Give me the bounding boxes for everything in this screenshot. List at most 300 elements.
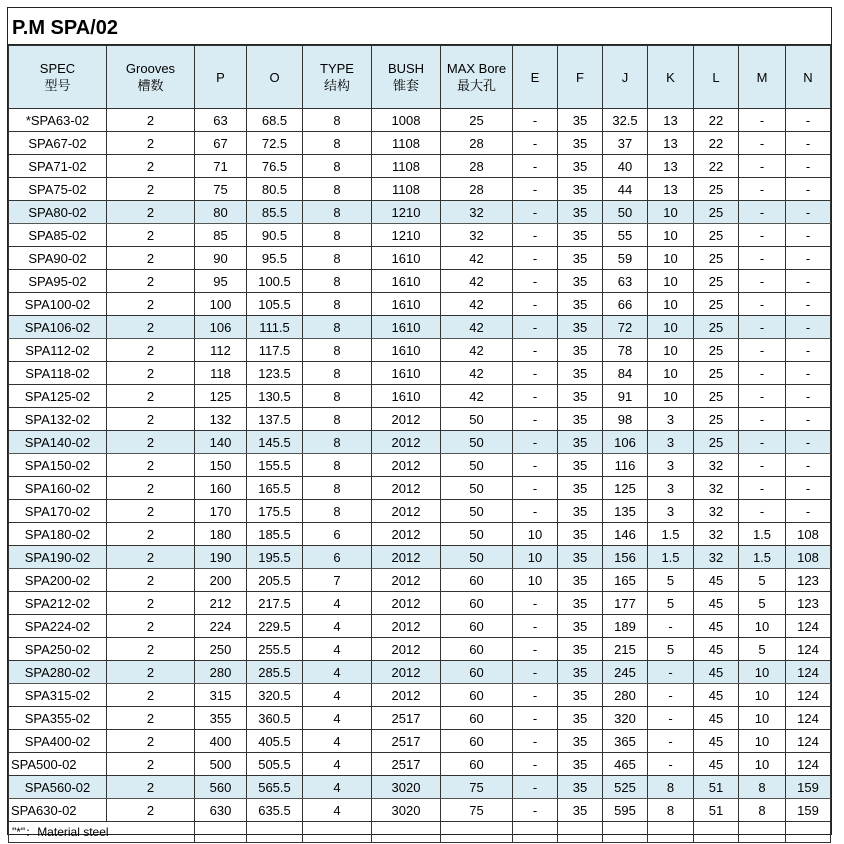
cell-e: 10	[513, 523, 558, 546]
cell-spec: SPA500-02	[9, 753, 107, 776]
cell-o: 405.5	[247, 730, 303, 753]
cell-n: 123	[786, 569, 831, 592]
cell-bush: 2012	[372, 684, 441, 707]
column-header-label: SPEC	[39, 61, 76, 76]
column-header-label: K	[666, 69, 675, 85]
cell-spec: SPA160-02	[9, 477, 107, 500]
cell-e: -	[513, 293, 558, 316]
cell-m: 1.5	[739, 546, 786, 569]
cell-m: 10	[739, 753, 786, 776]
cell-spec: SPA280-02	[9, 661, 107, 684]
cell-bush: 1610	[372, 385, 441, 408]
cell-spec: SPA170-02	[9, 500, 107, 523]
cell-m: -	[739, 201, 786, 224]
table-row	[9, 224, 831, 247]
cell-m: 8	[739, 799, 786, 822]
cell-f: 35	[558, 799, 603, 822]
column-header-label-zh: 最大孔	[456, 78, 496, 93]
table-row	[9, 247, 831, 270]
cell-n: 124	[786, 753, 831, 776]
cell-type: 4	[303, 661, 372, 684]
cell-spec: SPA85-02	[9, 224, 107, 247]
cell-n: 108	[786, 523, 831, 546]
cell-f: 35	[558, 339, 603, 362]
cell-bush: 1210	[372, 224, 441, 247]
cell-m: -	[739, 132, 786, 155]
cell-n: 108	[786, 546, 831, 569]
cell-k: -	[648, 707, 694, 730]
cell-l: 32	[694, 523, 739, 546]
cell-k: 3	[648, 500, 694, 523]
cell-j: 66	[603, 293, 648, 316]
cell-type: 4	[303, 730, 372, 753]
cell-type: 8	[303, 224, 372, 247]
cell-m: -	[739, 477, 786, 500]
cell-maxbore: 42	[441, 270, 513, 293]
cell-grooves: 2	[107, 155, 195, 178]
column-header-label: BUSH	[387, 61, 425, 76]
column-header-label: Grooves	[125, 61, 176, 76]
cell-grooves: 2	[107, 707, 195, 730]
cell-m: 10	[739, 730, 786, 753]
cell-p: 190	[195, 546, 247, 569]
column-header-j	[603, 46, 648, 109]
cell-spec: SPA180-02	[9, 523, 107, 546]
cell-spec: SPA400-02	[9, 730, 107, 753]
cell-m: -	[739, 454, 786, 477]
cell-e: -	[513, 661, 558, 684]
cell-f: 35	[558, 270, 603, 293]
cell-n: -	[786, 247, 831, 270]
cell-e: -	[513, 224, 558, 247]
cell-spec: SPA140-02	[9, 431, 107, 454]
cell-grooves: 2	[107, 477, 195, 500]
cell-type: 6	[303, 546, 372, 569]
cell-type: 4	[303, 707, 372, 730]
cell-o: 195.5	[247, 546, 303, 569]
table-row	[9, 339, 831, 362]
cell-maxbore: 60	[441, 707, 513, 730]
cell-f: 35	[558, 109, 603, 132]
cell-m: 10	[739, 661, 786, 684]
cell-maxbore: 42	[441, 316, 513, 339]
cell-e: -	[513, 707, 558, 730]
cell-maxbore: 50	[441, 500, 513, 523]
cell-bush: 1610	[372, 339, 441, 362]
cell-p: 212	[195, 592, 247, 615]
cell-type: 8	[303, 132, 372, 155]
cell-j: 84	[603, 362, 648, 385]
cell-e: -	[513, 362, 558, 385]
cell-o: 505.5	[247, 753, 303, 776]
cell-bush: 2012	[372, 638, 441, 661]
cell-j: 32.5	[603, 109, 648, 132]
cell-o: 72.5	[247, 132, 303, 155]
cell-e: -	[513, 615, 558, 638]
table-row	[9, 109, 831, 132]
table-row	[9, 201, 831, 224]
cell-f: 35	[558, 293, 603, 316]
cell-bush: 1610	[372, 362, 441, 385]
cell-bush: 1610	[372, 247, 441, 270]
cell-p: 315	[195, 684, 247, 707]
cell-k: 3	[648, 454, 694, 477]
cell-maxbore: 60	[441, 730, 513, 753]
cell-type: 8	[303, 454, 372, 477]
column-header-k	[648, 46, 694, 109]
cell-p: 560	[195, 776, 247, 799]
table-row	[9, 178, 831, 201]
cell-f: 35	[558, 546, 603, 569]
cell-n: -	[786, 316, 831, 339]
cell-k: 5	[648, 569, 694, 592]
cell-o: 105.5	[247, 293, 303, 316]
cell-e: -	[513, 753, 558, 776]
cell-bush: 3020	[372, 799, 441, 822]
cell-m: -	[739, 270, 786, 293]
cell-k: 10	[648, 247, 694, 270]
cell-maxbore: 50	[441, 546, 513, 569]
cell-f: 35	[558, 707, 603, 730]
cell-o: 85.5	[247, 201, 303, 224]
cell-m: -	[739, 293, 786, 316]
cell-j: 37	[603, 132, 648, 155]
cell-n: -	[786, 132, 831, 155]
cell-f: 35	[558, 362, 603, 385]
cell-o: 68.5	[247, 109, 303, 132]
cell-maxbore: 32	[441, 224, 513, 247]
cell-maxbore: 28	[441, 132, 513, 155]
cell-j: 44	[603, 178, 648, 201]
cell-type: 4	[303, 615, 372, 638]
page-title: P.M SPA/02	[8, 8, 831, 45]
cell-grooves: 2	[107, 431, 195, 454]
cell-f: 35	[558, 523, 603, 546]
cell-l: 22	[694, 132, 739, 155]
cell-l: 25	[694, 224, 739, 247]
column-header-label: MAX Bore	[446, 61, 507, 76]
cell-bush: 1108	[372, 178, 441, 201]
cell-bush: 1108	[372, 155, 441, 178]
cell-o: 285.5	[247, 661, 303, 684]
cell-spec: SPA67-02	[9, 132, 107, 155]
cell-p: 500	[195, 753, 247, 776]
cell-e: -	[513, 339, 558, 362]
cell-n: 123	[786, 592, 831, 615]
cell-p: 280	[195, 661, 247, 684]
cell-p: 63	[195, 109, 247, 132]
cell-e: -	[513, 132, 558, 155]
cell-grooves: 2	[107, 753, 195, 776]
cell-l: 51	[694, 799, 739, 822]
cell-f: 35	[558, 569, 603, 592]
cell-spec: SPA132-02	[9, 408, 107, 431]
footnote: "*"：Material steel	[9, 822, 195, 843]
cell-p: 118	[195, 362, 247, 385]
cell-k: 1.5	[648, 523, 694, 546]
table-header	[9, 46, 831, 109]
cell-type: 8	[303, 247, 372, 270]
cell-e: -	[513, 385, 558, 408]
cell-m: -	[739, 339, 786, 362]
cell-k: 13	[648, 109, 694, 132]
cell-type: 4	[303, 753, 372, 776]
cell-l: 45	[694, 661, 739, 684]
table-row	[9, 316, 831, 339]
cell-maxbore: 42	[441, 362, 513, 385]
cell-bush: 2012	[372, 431, 441, 454]
cell-n: -	[786, 477, 831, 500]
cell-grooves: 2	[107, 408, 195, 431]
cell-n: 124	[786, 707, 831, 730]
cell-e: -	[513, 592, 558, 615]
cell-l: 25	[694, 316, 739, 339]
cell-o: 90.5	[247, 224, 303, 247]
column-header-label-zh: 型号	[44, 78, 71, 93]
cell-n: 159	[786, 799, 831, 822]
column-header-label: L	[712, 69, 720, 85]
cell-grooves: 2	[107, 132, 195, 155]
cell-spec: SPA212-02	[9, 592, 107, 615]
cell-grooves: 2	[107, 293, 195, 316]
cell-spec: SPA112-02	[9, 339, 107, 362]
cell-grooves: 2	[107, 247, 195, 270]
cell-spec: SPA90-02	[9, 247, 107, 270]
cell-type: 4	[303, 799, 372, 822]
cell-bush: 2012	[372, 477, 441, 500]
cell-type: 8	[303, 339, 372, 362]
cell-maxbore: 32	[441, 201, 513, 224]
cell-o: 320.5	[247, 684, 303, 707]
cell-o: 145.5	[247, 431, 303, 454]
cell-j: 50	[603, 201, 648, 224]
table-row	[9, 546, 831, 569]
cell-grooves: 2	[107, 615, 195, 638]
cell-type: 8	[303, 385, 372, 408]
cell-k: 10	[648, 270, 694, 293]
cell-j: 465	[603, 753, 648, 776]
cell-l: 45	[694, 730, 739, 753]
cell-l: 25	[694, 408, 739, 431]
cell-grooves: 2	[107, 362, 195, 385]
cell-l: 45	[694, 753, 739, 776]
cell-bush: 1008	[372, 109, 441, 132]
cell-j: 116	[603, 454, 648, 477]
cell-type: 8	[303, 477, 372, 500]
column-header-label: TYPE	[320, 61, 354, 76]
cell-type: 8	[303, 431, 372, 454]
cell-p: 132	[195, 408, 247, 431]
cell-e: -	[513, 247, 558, 270]
cell-m: -	[739, 224, 786, 247]
cell-grooves: 2	[107, 316, 195, 339]
cell-f: 35	[558, 431, 603, 454]
cell-o: 360.5	[247, 707, 303, 730]
cell-m: -	[739, 431, 786, 454]
cell-k: 5	[648, 638, 694, 661]
cell-maxbore: 50	[441, 408, 513, 431]
table-row	[9, 500, 831, 523]
column-header-n	[786, 46, 831, 109]
cell-grooves: 2	[107, 270, 195, 293]
cell-type: 8	[303, 270, 372, 293]
cell-p: 75	[195, 178, 247, 201]
table-row	[9, 707, 831, 730]
column-header-bush	[372, 46, 441, 109]
cell-spec: SPA118-02	[9, 362, 107, 385]
cell-type: 8	[303, 155, 372, 178]
cell-n: -	[786, 362, 831, 385]
cell-maxbore: 75	[441, 799, 513, 822]
cell-n: -	[786, 201, 831, 224]
column-header-maxbore	[441, 46, 513, 109]
cell-e: -	[513, 316, 558, 339]
cell-n: -	[786, 155, 831, 178]
cell-o: 217.5	[247, 592, 303, 615]
cell-j: 63	[603, 270, 648, 293]
cell-j: 146	[603, 523, 648, 546]
cell-k: -	[648, 684, 694, 707]
cell-maxbore: 42	[441, 293, 513, 316]
cell-bush: 2517	[372, 730, 441, 753]
cell-n: 124	[786, 638, 831, 661]
cell-f: 35	[558, 500, 603, 523]
cell-n: -	[786, 270, 831, 293]
cell-grooves: 2	[107, 109, 195, 132]
cell-j: 72	[603, 316, 648, 339]
cell-e: -	[513, 109, 558, 132]
cell-bush: 2012	[372, 454, 441, 477]
cell-spec: SPA190-02	[9, 546, 107, 569]
cell-bush: 2012	[372, 546, 441, 569]
cell-o: 117.5	[247, 339, 303, 362]
cell-o: 185.5	[247, 523, 303, 546]
table-row	[9, 684, 831, 707]
cell-o: 80.5	[247, 178, 303, 201]
cell-bush: 2012	[372, 500, 441, 523]
cell-o: 100.5	[247, 270, 303, 293]
table-body	[9, 109, 831, 822]
cell-e: -	[513, 431, 558, 454]
column-header-l	[694, 46, 739, 109]
cell-j: 78	[603, 339, 648, 362]
cell-f: 35	[558, 408, 603, 431]
cell-f: 35	[558, 224, 603, 247]
cell-m: -	[739, 155, 786, 178]
cell-maxbore: 60	[441, 592, 513, 615]
cell-p: 90	[195, 247, 247, 270]
cell-l: 32	[694, 500, 739, 523]
cell-e: 10	[513, 546, 558, 569]
cell-k: 8	[648, 799, 694, 822]
column-header-label: J	[621, 69, 629, 85]
cell-l: 25	[694, 339, 739, 362]
cell-maxbore: 60	[441, 684, 513, 707]
cell-n: -	[786, 339, 831, 362]
cell-spec: SPA200-02	[9, 569, 107, 592]
cell-type: 8	[303, 293, 372, 316]
cell-grooves: 2	[107, 661, 195, 684]
table-row	[9, 293, 831, 316]
cell-type: 4	[303, 638, 372, 661]
cell-k: 8	[648, 776, 694, 799]
table-row	[9, 730, 831, 753]
cell-m: 10	[739, 615, 786, 638]
cell-e: -	[513, 684, 558, 707]
cell-l: 25	[694, 385, 739, 408]
table-row	[9, 638, 831, 661]
cell-k: 10	[648, 224, 694, 247]
cell-n: 124	[786, 615, 831, 638]
table-row	[9, 362, 831, 385]
cell-m: -	[739, 109, 786, 132]
cell-e: -	[513, 270, 558, 293]
table-row	[9, 776, 831, 799]
cell-j: 280	[603, 684, 648, 707]
cell-j: 189	[603, 615, 648, 638]
cell-n: -	[786, 293, 831, 316]
cell-k: 5	[648, 592, 694, 615]
table-row	[9, 431, 831, 454]
cell-k: 3	[648, 408, 694, 431]
cell-bush: 1210	[372, 201, 441, 224]
column-header-e	[513, 46, 558, 109]
cell-j: 106	[603, 431, 648, 454]
cell-grooves: 2	[107, 638, 195, 661]
cell-e: 10	[513, 569, 558, 592]
cell-f: 35	[558, 661, 603, 684]
cell-type: 4	[303, 592, 372, 615]
cell-spec: SPA75-02	[9, 178, 107, 201]
cell-l: 45	[694, 707, 739, 730]
cell-m: 8	[739, 776, 786, 799]
cell-f: 35	[558, 477, 603, 500]
cell-grooves: 2	[107, 546, 195, 569]
column-header-spec	[9, 46, 107, 109]
cell-bush: 1610	[372, 293, 441, 316]
cell-grooves: 2	[107, 178, 195, 201]
cell-f: 35	[558, 592, 603, 615]
cell-l: 32	[694, 477, 739, 500]
cell-bush: 1610	[372, 270, 441, 293]
cell-k: 10	[648, 339, 694, 362]
cell-p: 400	[195, 730, 247, 753]
cell-f: 35	[558, 638, 603, 661]
cell-m: 5	[739, 592, 786, 615]
cell-o: 635.5	[247, 799, 303, 822]
cell-spec: SPA150-02	[9, 454, 107, 477]
cell-n: 124	[786, 730, 831, 753]
cell-spec: *SPA63-02	[9, 109, 107, 132]
column-header-p	[195, 46, 247, 109]
spec-sheet	[7, 7, 832, 839]
cell-e: -	[513, 408, 558, 431]
cell-l: 45	[694, 638, 739, 661]
cell-f: 35	[558, 730, 603, 753]
table-row	[9, 477, 831, 500]
spec-table	[8, 45, 831, 843]
cell-m: -	[739, 408, 786, 431]
column-header-type	[303, 46, 372, 109]
cell-type: 8	[303, 500, 372, 523]
column-header-label: N	[803, 69, 813, 85]
table-row	[9, 270, 831, 293]
footnote-row	[9, 822, 831, 843]
cell-bush: 2012	[372, 408, 441, 431]
cell-l: 25	[694, 178, 739, 201]
cell-grooves: 2	[107, 224, 195, 247]
column-header-label: M	[756, 69, 768, 85]
